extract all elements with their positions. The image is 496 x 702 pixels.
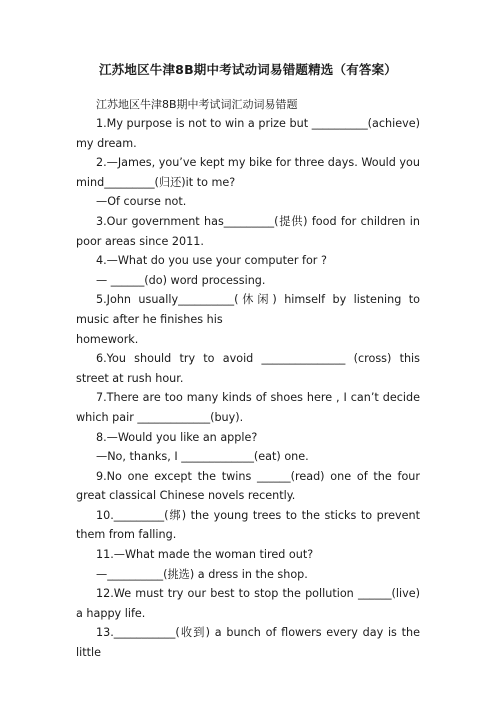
exercise-line: 9.No one except the twins ______(read) one of the four great classical Chinese novels recently.: [76, 469, 420, 503]
exercise-line: 13.___________(收到) a bunch of flowers every day is the little: [76, 626, 420, 660]
document-subtitle: 江苏地区牛津8B期中考试词汇动词易错题: [96, 98, 298, 111]
exercise-line: homework.: [76, 332, 139, 346]
exercise-line: 11.—What made the woman tired out?: [96, 548, 314, 562]
exercise-line: 2.—James, you’ve kept my bike for three days. Would you mind_________(归还)it to me?: [76, 156, 420, 189]
exercise-line: —__________(挑选) a dress in the shop.: [96, 567, 308, 581]
exercise-line: —No, thanks, I _____________(eat) one.: [96, 450, 309, 464]
exercise-line: 4.—What do you use your computer for ?: [96, 254, 327, 268]
exercise-line: 5.John usually__________(休闲) himself by listening to music after he finishes his: [76, 293, 420, 326]
exercise-list: [76, 114, 420, 663]
exercise-line: 6.You should try to avoid _______________ (cross) this street at rush hour.: [76, 352, 420, 385]
exercise-line: 1.My purpose is not to win a prize but __________(achieve) my dream.: [76, 117, 420, 150]
exercise-line: 12.We must try our best to stop the pollution ______(live) a happy life.: [76, 587, 420, 620]
exercise-line: 3.Our government has_________(提供) food for children in poor areas since 2011.: [76, 214, 420, 248]
document-title: 江苏地区牛津8B期中考试动词易错题精选（有答案）: [98, 62, 398, 77]
exercise-line: —Of course not.: [96, 195, 187, 209]
exercise-line: — ______(do) word processing.: [96, 273, 266, 287]
exercise-line: 7.There are too many kinds of shoes here , I can’t decide which pair _____________(buy).: [76, 391, 420, 424]
exercise-line: 10._________(绑) the young trees to the sticks to prevent them from falling.: [76, 508, 420, 542]
exercise-line: 8.—Would you like an apple?: [96, 430, 258, 444]
